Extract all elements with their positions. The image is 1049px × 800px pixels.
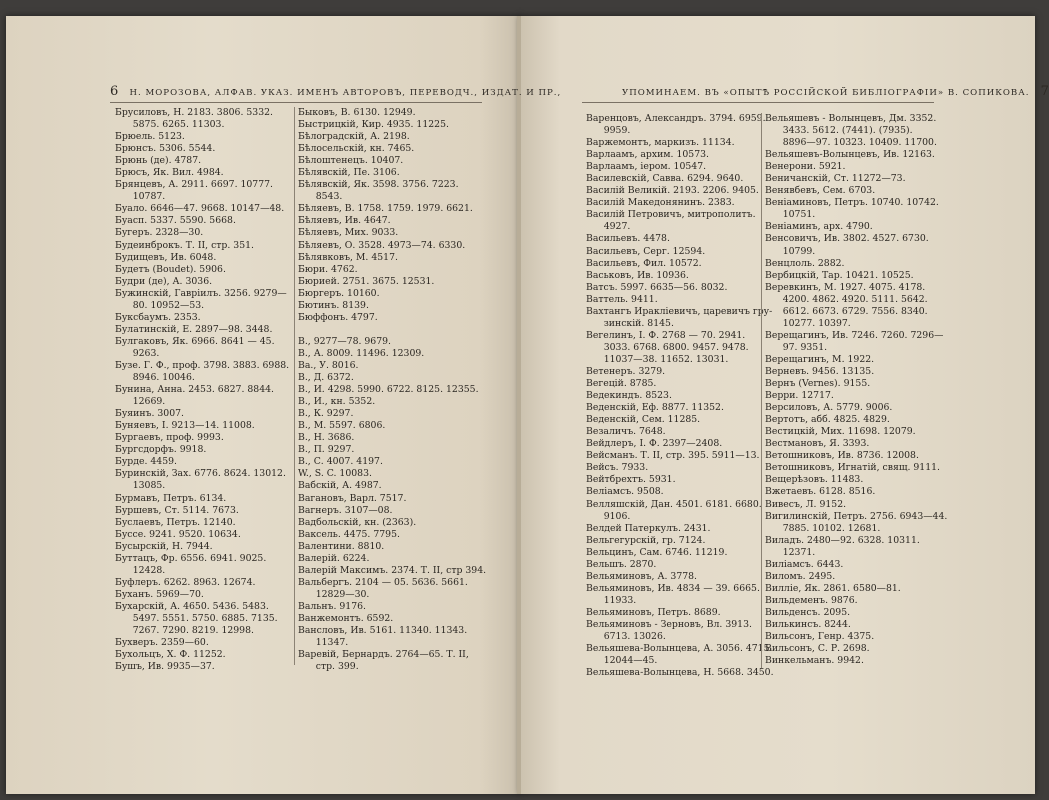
index-entry-line: Буксбаумъ. 2353. [115, 311, 201, 323]
index-entry-line: 8896—97. 10323. 10409. 11700. [765, 137, 937, 149]
index-entry-line: 12371. [765, 546, 816, 558]
index-entry-line: Венявбевъ, Сем. 6703. [765, 185, 876, 197]
book-gutter [517, 16, 521, 794]
index-entry-line: Вельяшева-Волынцева, Н. 5668. 3450. [586, 667, 774, 679]
index-entry-line: Варлаамъ, іером. 10547. [586, 161, 707, 173]
index-entry-line: Бѣлявскій, Пе. 3106. [298, 167, 400, 179]
index-entry-line: Будеинброкъ. Т. II, стр. 351. [115, 239, 254, 251]
index-entry-line: Верещагинъ, М. 1922. [765, 353, 875, 365]
index-entry-line: 10751. [765, 209, 816, 221]
right-running-head [622, 84, 1049, 99]
index-entry-line: Васильевъ, Фил. 10572. [586, 257, 702, 269]
index-entry-line: Ваксель. 4475. 7795. [298, 528, 400, 540]
index-entry-line: Буняевъ, I. 9213—14. 11008. [115, 420, 255, 432]
index-entry-line: Варевій, Бернардъ. 2764—65. Т. II, [298, 649, 469, 661]
index-entry-line: Веревкинъ, М. 1927. 4075. 4178. [765, 281, 926, 293]
index-entry-line: Вальбергъ. 2104 — 05. 5636. 5661. [298, 576, 468, 588]
index-entry-line: Вагановъ, Варл. 7517. [298, 492, 407, 504]
index-entry-line: Бѣляевъ, О. 3528. 4973—74. 6330. [298, 239, 466, 251]
index-entry-line: Быстрицкій, Кир. 4935. 11225. [298, 119, 449, 131]
index-entry-line: 10799. [765, 245, 816, 257]
index-entry-line: Бусырскій, Н. 7944. [115, 540, 213, 552]
index-entry-line: Вещерѣзовъ. 11483. [765, 474, 864, 486]
index-entry-line: Вильденсъ. 2095. [765, 606, 851, 618]
index-entry-line: Вагнеръ. 3107—08. [298, 504, 393, 516]
index-entry-line: Верневъ. 9456. 13135. [765, 365, 875, 377]
left-head-rule [110, 102, 482, 103]
index-entry-line: Буттацъ, Фр. 6556. 6941. 9025. [115, 552, 267, 564]
index-entry-line: Бурде. 4459. [115, 456, 178, 468]
index-entry-line: Веничанскій, Ст. 11272—73. [765, 173, 906, 185]
index-entry-line: Бюргеръ. 10160. [298, 287, 380, 299]
index-entry-line: Валерій Максимъ. 2374. Т. II, стр 394. [298, 564, 487, 576]
index-entry-line: Бѣляевъ, В. 1758. 1759. 1979. 6621. [298, 203, 473, 215]
index-entry-line: 12428. [115, 564, 166, 576]
index-entry-line: 4927. [586, 221, 631, 233]
index-entry-line: Бѣлоштенецъ. 10407. [298, 155, 404, 167]
index-entry-line: Ва., У. 8016. [298, 359, 359, 371]
index-entry-line: 6713. 13026. [586, 631, 666, 643]
index-entry-line: Ватсъ. 5997. 6635—56. 8032. [586, 281, 728, 293]
index-entry-line: Брюнсъ. 5306. 5544. [115, 143, 216, 155]
index-entry-line: Бузе. Г. Ф., проф. 3798. 3883. 6988. [115, 359, 290, 371]
index-entry-line: Буринскій, Зах. 6776. 8624. 13012. [115, 468, 286, 480]
index-entry-line: В., М. 5597. 6806. [298, 420, 386, 432]
index-entry-line: Буяинъ. 3007. [115, 408, 185, 420]
index-entry-line: Веніаминовъ, Петръ. 10740. 10742. [765, 197, 939, 209]
right-head-rule [582, 102, 934, 103]
index-entry-line: Вальнъ. 9176. [298, 600, 366, 612]
index-entry-line: Ветошниковъ, Ив. 8736. 12008. [765, 450, 919, 462]
index-entry-line: 9106. [586, 510, 631, 522]
index-entry-line: Бюрией. 2751. 3675. 12531. [298, 275, 435, 287]
index-entry-line: 7885. 10102. 12681. [765, 522, 881, 534]
index-entry-line: Вернъ (Vernes). 9155. [765, 378, 871, 390]
index-entry-line: Вельяминовъ, А. 3778. [586, 570, 698, 582]
index-entry-line: Веніаминъ, арх. 4790. [765, 221, 873, 233]
index-entry-line: Вестицкій, Мих. 11698. 12079. [765, 426, 916, 438]
index-entry-line: Венерони. 5921. [765, 161, 846, 173]
index-entry-line: Ветенеръ. 3279. [586, 365, 666, 377]
index-entry-line: Вабскій, А. 4987. [298, 480, 382, 492]
index-entry-line: Виладъ. 2480—92. 6328. 10311. [765, 534, 920, 546]
index-entry-line: Бѣляевъ, Ив. 4647. [298, 215, 391, 227]
index-entry-line: 9959. [586, 125, 631, 137]
index-entry-line: 11037—38. 11652. 13031. [586, 353, 729, 365]
left-running-head [110, 84, 561, 99]
index-entry-line: Вербицкій, Тар. 10421. 10525. [765, 269, 914, 281]
index-entry-line: Везаличъ. 7648. [586, 426, 666, 438]
index-entry-line: 8543. [298, 191, 343, 203]
index-entry-line: Брянцевъ, А. 2911. 6697. 10777. [115, 179, 274, 191]
left-page-number: 6 [110, 84, 119, 99]
index-entry-line: Велдей Патеркулъ. 2431. [586, 522, 711, 534]
index-entry-line: Бурмавъ, Петръ. 6134. [115, 492, 227, 504]
index-entry-line: Буханъ. 5969—70. [115, 588, 204, 600]
index-entry-line: Вадбольскій, кн. (2363). [298, 516, 417, 528]
index-entry-line: Верри. 12717. [765, 390, 834, 402]
index-entry-line: Ветошниковъ, Игнатій, свящ. 9111. [765, 462, 940, 474]
index-entry-line: Будри (де), А. 3036. [115, 275, 213, 287]
index-entry-line: 11347. [298, 637, 349, 649]
index-entry-line: Вилліе, Як. 2861. 6580—81. [765, 582, 901, 594]
index-entry-line: Вельяшева-Волынцева, А. 3056. 4715. [586, 643, 773, 655]
index-entry-line: Бюри. 4762. [298, 263, 358, 275]
left-page-column-1 [115, 107, 295, 673]
index-entry-line: Бугеръ. 2328—30. [115, 227, 204, 239]
index-entry-line: Василій Петровичъ, митрополитъ. [586, 209, 756, 221]
index-entry-line: Брюсъ, Як. Вил. 4984. [115, 167, 224, 179]
left-page-column-2 [298, 107, 487, 673]
index-entry-line: Вертотъ, абб. 4825. 4829. [765, 414, 890, 426]
index-entry-line: 13085. [115, 480, 166, 492]
index-entry-line: Буршевъ, Ст. 5114. 7673. [115, 504, 239, 516]
index-entry-line: Василій Македонянинъ. 2383. [586, 197, 735, 209]
index-entry-line: Вильсонъ, Генр. 4375. [765, 631, 875, 643]
left-head-text: Н. МОРОЗОВА, АЛФАВ. УКАЗ. ИМЕНЪ АВТОРОВЪ, ПЕРЕВОДЧ., ИЗДАТ. И ПР., [129, 88, 562, 98]
index-entry-line: Буало. 6646—47. 9668. 10147—48. [115, 203, 285, 215]
index-entry-line: Вельшъ. 2870. [586, 558, 657, 570]
index-entry-line: Венсовичъ, Ив. 3802. 4527. 6730. [765, 233, 929, 245]
index-entry-line: Бужинскій, Гавріилъ. 3256. 9279— [115, 287, 287, 299]
index-entry-line: В., И. 4298. 5990. 6722. 8125. 12355. [298, 384, 479, 396]
index-entry-line: Васьковъ, Ив. 10936. [586, 269, 689, 281]
index-entry-line: Буфлеръ. 6262. 8963. 12674. [115, 576, 256, 588]
index-entry-line: Варенцовъ, Александръ. 3794. 6959. [586, 113, 766, 124]
index-entry-line: 97. 9351. [765, 341, 828, 353]
index-entry-line: 3033. 6768. 6800. 9457. 9478. [586, 341, 749, 353]
index-entry-line: 11933. [586, 594, 637, 606]
index-entry-line: В., А. 8009. 11496. 12309. [298, 347, 425, 359]
index-entry-line: Бѣлосельскій, кн. 7465. [298, 143, 415, 155]
index-entry-line: Буасп. 5337. 5590. 5668. [115, 215, 236, 227]
index-entry-line: Вилькинсъ. 8244. [765, 618, 851, 630]
index-entry-line: В., И., кн. 5352. [298, 396, 376, 408]
index-entry-line: Велляшскій, Дан. 4501. 6181. 6680. [586, 498, 762, 510]
index-entry-line: Верещагинъ, Ив. 7246. 7260. 7296— [765, 329, 944, 341]
index-entry-line: Василій Великій. 2193. 2206. 9405. [586, 185, 759, 197]
index-entry-line: 9263. [115, 347, 160, 359]
index-entry-line: Брюнь (де). 4787. [115, 155, 202, 167]
index-entry-line: Велiамсъ. 9508. [586, 486, 664, 498]
index-entry-line: Бургсдорфъ. 9918. [115, 444, 207, 456]
index-entry-line: Вжетаевъ. 6128. 8516. [765, 486, 876, 498]
index-entry-line: 80. 10952—53. [115, 299, 205, 311]
index-entry-line: Бухарскій, А. 4650. 5436. 5483. [115, 600, 269, 612]
index-entry-line: Вестмановъ, Я. 3393. [765, 438, 870, 450]
index-entry-line: Булгаковъ, Як. 6966. 8641 — 45. [115, 335, 275, 347]
index-entry-line: Бютинъ. 8139. [298, 299, 369, 311]
index-entry-line: Валерій. 6224. [298, 552, 370, 564]
index-entry-line: Ваттель. 9411. [586, 293, 658, 305]
index-entry-line: Веденскій, Еф. 8877. 11352. [586, 402, 724, 414]
index-entry-line: Брюель. 5123. [115, 131, 185, 143]
right-page-number: 7 [1040, 84, 1049, 99]
index-entry-line: Винкельманъ. 9942. [765, 655, 864, 667]
index-entry-line: 10787. [115, 191, 166, 203]
index-entry-line: Вельгегурскій, гр. 7124. [586, 534, 706, 546]
index-entry-line: В., С. 4007. 4197. [298, 456, 383, 468]
index-entry-line: Вейсманъ. Т. II, стр. 395. 5911—13. [586, 450, 760, 462]
index-entry-line: Бѣляевъ, Мих. 9033. [298, 227, 399, 239]
index-entry-line: Вильдеменъ. 9876. [765, 594, 858, 606]
index-entry-line: Бушъ, Ив. 9935—37. [115, 661, 215, 673]
index-entry-line: Вельяшевъ-Волынцевъ, Ив. 12163. [765, 149, 935, 161]
index-entry-line: Будетъ (Boudet). 5906. [115, 263, 226, 275]
index-entry-line: Вегецій. 8785. [586, 378, 657, 390]
index-entry-line [298, 324, 482, 336]
index-entry-line: Василевскій, Савва. 6294. 9640. [586, 173, 744, 185]
index-entry-line: Брусиловъ, Н. 2183. 3806. 5332. [115, 107, 273, 118]
left-column-divider [294, 107, 295, 665]
index-entry-line: Вельяминовъ, Ив. 4834 — 39. 6665. [586, 582, 760, 594]
index-entry-line: Вегелинъ, I. Ф. 2768 — 70. 2941. [586, 329, 746, 341]
right-column-divider [761, 113, 762, 668]
index-entry-line: Буслаевъ, Петръ. 12140. [115, 516, 236, 528]
index-entry-line: Ванжемонтъ. 6592. [298, 612, 394, 624]
index-entry-line: стр. 399. [298, 661, 359, 673]
index-entry-line: В., Н. 3686. [298, 432, 355, 444]
index-entry-line: 5497. 5551. 5750. 6885. 7135. [115, 612, 278, 624]
index-entry-line: Бѣлявскій, Як. 3598. 3756. 7223. [298, 179, 459, 191]
index-entry-line: Вейтбрехтъ. 5931. [586, 474, 676, 486]
index-entry-line: Вахтангъ Иракліевичъ, царевичъ гру- [586, 305, 773, 317]
index-entry-line: 12044—45. [586, 655, 658, 667]
index-entry-line: Веденскій, Сем. 11285. [586, 414, 701, 426]
index-entry-line: Васильевъ. 4478. [586, 233, 670, 245]
index-entry-line: W., S. C. 10083. [298, 468, 372, 480]
index-entry-line: Вивесъ, Л. 9152. [765, 498, 847, 510]
index-entry-line: Варжемонтъ, маркизъ. 11134. [586, 137, 735, 149]
index-entry-line: Булатинскій, Е. 2897—98. 3448. [115, 323, 273, 335]
index-entry-line: Валентини. 8810. [298, 540, 385, 552]
index-entry-line: Бунина, Анна. 2453. 6827. 8844. [115, 384, 274, 396]
right-head-text: УПОМИНАЕМ. ВЪ «ОПЫТѢ РОССІЙСКОЙ БИБЛІОГРАФІИ» В. СОПИКОВА. [622, 88, 1030, 98]
index-entry-line: 5875. 6265. 11303. [115, 119, 225, 131]
index-entry-line: Бухверъ. 2359—60. [115, 637, 209, 649]
right-page-column-1 [586, 113, 774, 679]
index-entry-line: В., Д. 6372. [298, 372, 354, 384]
index-entry-line: Вельяшевъ - Волынцевъ, Дм. 3352. [765, 113, 937, 124]
index-entry-line: Ведекиндъ. 8523. [586, 390, 672, 402]
index-entry-line: 3433. 5612. (7441). (7935). [765, 125, 913, 137]
index-entry-line: Бюффонъ. 4797. [298, 311, 378, 323]
index-entry-line: В., К. 9297. [298, 408, 354, 420]
right-page-column-2 [765, 113, 948, 667]
index-entry-line: Быковъ, В. 6130. 12949. [298, 107, 416, 118]
index-entry-line: 6612. 6673. 6729. 7556. 8340. [765, 305, 928, 317]
index-entry-line: 4200. 4862. 4920. 5111. 5642. [765, 293, 928, 305]
index-entry-line: Версиловъ, А. 5779. 9006. [765, 402, 893, 414]
index-entry-line: 7267. 7290. 8219. 12998. [115, 625, 254, 637]
index-entry-line: Венцлоль. 2882. [765, 257, 845, 269]
index-entry-line: Бѣлявковъ, М. 4517. [298, 251, 398, 263]
index-entry-line: Вельцинъ, Сам. 6746. 11219. [586, 546, 728, 558]
index-entry-line: Бѣлоградскій, А. 2198. [298, 131, 410, 143]
index-entry-line: В., 9277—78. 9679. [298, 335, 392, 347]
index-entry-line: Васильевъ, Серг. 12594. [586, 245, 706, 257]
index-entry-line: 12669. [115, 396, 166, 408]
index-entry-line: Вансловъ, Ив. 5161. 11340. 11343. [298, 625, 468, 637]
index-entry-line: Вейдлеръ, I. Ф. 2397—2408. [586, 438, 723, 450]
index-entry-line: Варлаамъ, архим. 10573. [586, 149, 709, 161]
index-entry-line: Виломъ. 2495. [765, 570, 836, 582]
index-entry-line: Буссе. 9241. 9520. 10634. [115, 528, 241, 540]
index-entry-line: Бургаевъ, проф. 9993. [115, 432, 224, 444]
index-entry-line: Виліамсъ. 6443. [765, 558, 844, 570]
index-entry-line: 10277. 10397. [765, 317, 851, 329]
index-entry-line: Бухольцъ, Х. Ф. 11252. [115, 649, 226, 661]
index-entry-line: Вельяминовъ, Петръ. 8689. [586, 606, 721, 618]
index-entry-line: Будищевъ, Ив. 6048. [115, 251, 217, 263]
index-entry-line: Вигилинскій, Петръ. 2756. 6943—44. [765, 510, 948, 522]
index-entry-line: Вельяминовъ - Зерновъ, Вл. 3913. [586, 618, 752, 630]
index-entry-line: 12829—30. [298, 588, 370, 600]
index-entry-line: зинскій. 8145. [586, 317, 674, 329]
index-entry-line: Вильсонъ, С. Р. 2698. [765, 643, 870, 655]
index-entry-line: В., П. 9297. [298, 444, 355, 456]
index-entry-line: Вейсъ. 7933. [586, 462, 649, 474]
index-entry-line: 8946. 10046. [115, 372, 195, 384]
